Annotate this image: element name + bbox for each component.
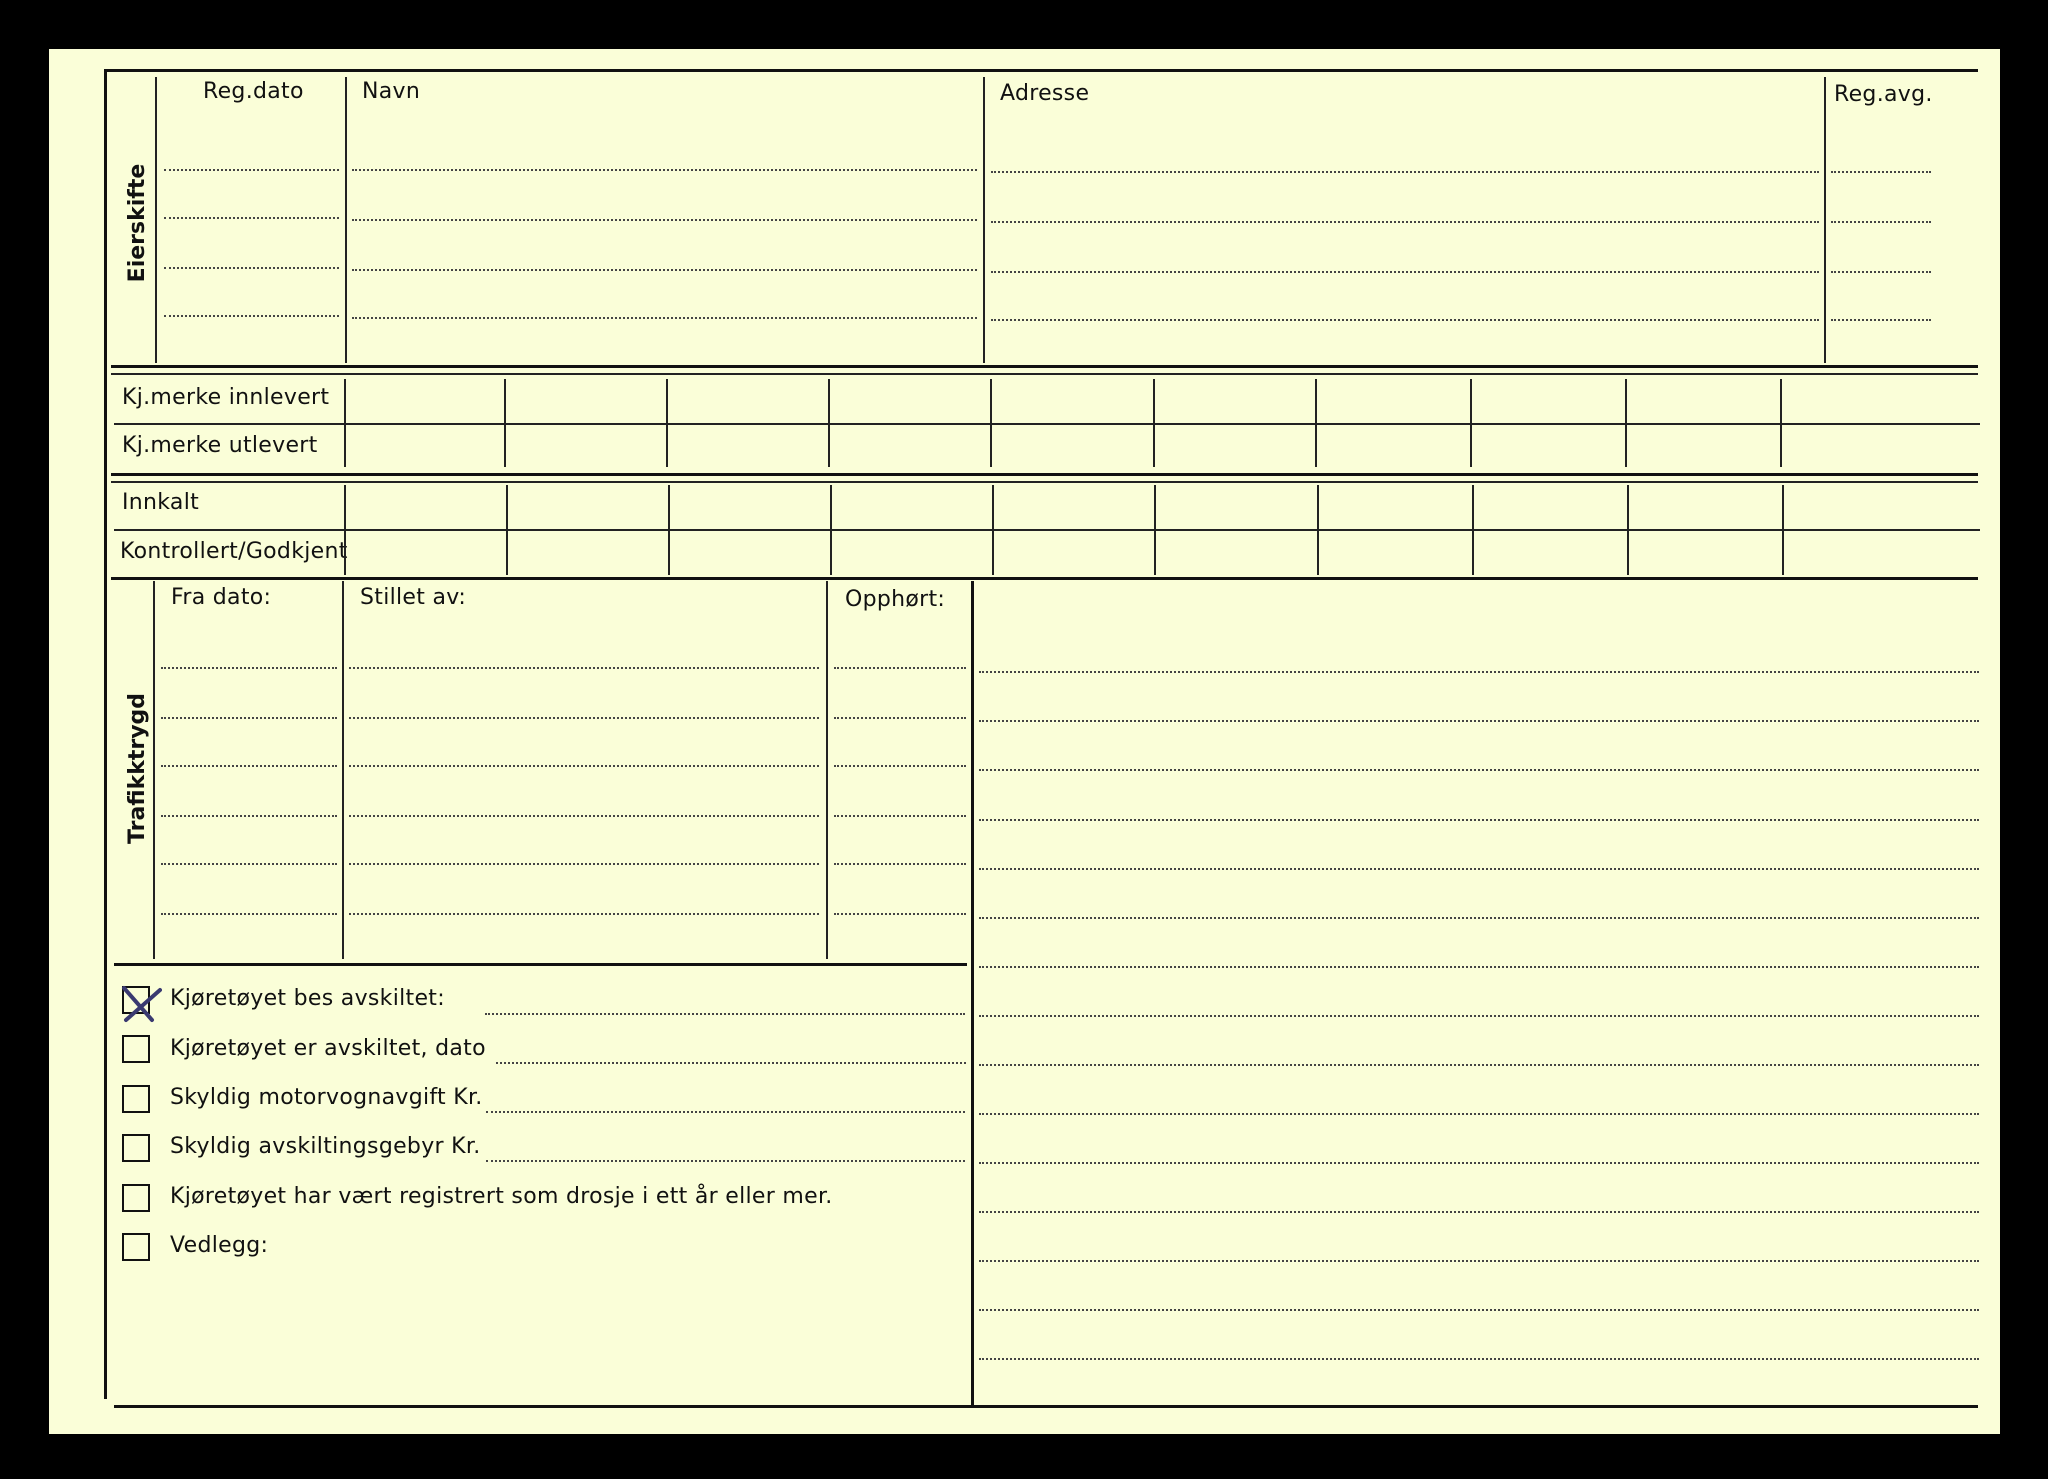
entry-line[interactable] <box>834 717 966 719</box>
entry-line[interactable] <box>486 1111 965 1113</box>
row-divider <box>114 529 1980 531</box>
registration-card <box>49 49 2000 1434</box>
entry-line[interactable] <box>349 717 819 719</box>
divider <box>344 485 346 575</box>
entry-line[interactable] <box>1831 221 1931 223</box>
entry-line[interactable] <box>352 219 977 221</box>
entry-line[interactable] <box>486 1160 965 1162</box>
divider <box>1153 379 1155 467</box>
checklist-label: Skyldig avskiltingsgebyr Kr. <box>170 1134 481 1159</box>
notes-line[interactable] <box>979 720 1979 722</box>
entry-line[interactable] <box>161 863 337 865</box>
entry-line[interactable] <box>834 815 966 817</box>
col-header-regdato: Reg.dato <box>203 79 304 104</box>
entry-line[interactable] <box>1831 271 1931 273</box>
entry-line[interactable] <box>161 913 337 915</box>
entry-line[interactable] <box>991 271 1819 273</box>
entry-line[interactable] <box>834 765 966 767</box>
entry-line[interactable] <box>164 267 339 269</box>
notes-line[interactable] <box>979 966 1979 968</box>
notes-line[interactable] <box>979 769 1979 771</box>
section-divider <box>114 963 967 966</box>
entry-line[interactable] <box>161 815 337 817</box>
divider <box>1625 379 1627 467</box>
divider <box>506 485 508 575</box>
divider <box>666 379 668 467</box>
checkbox-drosje[interactable] <box>122 1184 150 1212</box>
notes-line[interactable] <box>979 671 1979 673</box>
entry-line[interactable] <box>834 667 966 669</box>
entry-line[interactable] <box>485 1013 965 1015</box>
left-border <box>104 69 107 1399</box>
checkbox-vedlegg[interactable] <box>122 1233 150 1261</box>
entry-line[interactable] <box>349 815 819 817</box>
notes-line[interactable] <box>979 1260 1979 1262</box>
section-divider <box>111 373 1978 375</box>
top-border <box>106 69 1978 72</box>
checklist-label: Skyldig motorvognavgift Kr. <box>170 1085 483 1110</box>
divider <box>826 581 828 959</box>
col-header-stillet-av: Stillet av: <box>360 585 467 610</box>
col-header-navn: Navn <box>362 79 421 104</box>
divider <box>344 379 346 467</box>
checkbox-avskiltingsgebyr[interactable] <box>122 1134 150 1162</box>
section-divider <box>111 473 1978 476</box>
entry-line[interactable] <box>352 269 977 271</box>
notes-line[interactable] <box>979 1358 1979 1360</box>
checklist-label: Vedlegg: <box>170 1233 269 1258</box>
notes-line[interactable] <box>979 917 1979 919</box>
entry-line[interactable] <box>349 667 819 669</box>
divider <box>1782 485 1784 575</box>
entry-line[interactable] <box>1831 171 1931 173</box>
eierskifte-side-label: Eierskifte <box>125 163 150 283</box>
entry-line[interactable] <box>834 863 966 865</box>
notes-line[interactable] <box>979 1015 1979 1017</box>
entry-line[interactable] <box>991 171 1819 173</box>
divider <box>345 77 347 363</box>
col-header-regavg: Reg.avg. <box>1834 82 1933 107</box>
section-divider <box>111 481 1978 483</box>
entry-line[interactable] <box>164 315 339 317</box>
checkbox-motorvognavgift[interactable] <box>122 1085 150 1113</box>
row-label-innkalt: Innkalt <box>122 490 200 515</box>
divider <box>1317 485 1319 575</box>
entry-line[interactable] <box>496 1062 966 1064</box>
row-divider <box>114 423 1980 425</box>
divider <box>828 379 830 467</box>
entry-line[interactable] <box>349 765 819 767</box>
checkbox-er-avskiltet[interactable] <box>122 1035 150 1063</box>
entry-line[interactable] <box>349 913 819 915</box>
entry-line[interactable] <box>349 863 819 865</box>
row-label-innlevert: Kj.merke innlevert <box>122 385 330 410</box>
divider <box>830 485 832 575</box>
divider <box>1472 485 1474 575</box>
entry-line[interactable] <box>164 169 339 171</box>
notes-line[interactable] <box>979 868 1979 870</box>
divider <box>992 485 994 575</box>
trafikktrygd-side-label: Trafikktrygd <box>125 692 150 844</box>
section-divider <box>111 577 1978 580</box>
divider <box>1470 379 1472 467</box>
checklist-label: Kjøretøyet er avskiltet, dato <box>170 1036 486 1061</box>
divider <box>990 379 992 467</box>
entry-line[interactable] <box>161 667 337 669</box>
bottom-border <box>114 1405 1978 1408</box>
entry-line[interactable] <box>991 319 1819 321</box>
row-label-utlevert: Kj.merke utlevert <box>122 433 318 458</box>
entry-line[interactable] <box>164 217 339 219</box>
col-header-adresse: Adresse <box>1000 81 1090 106</box>
entry-line[interactable] <box>161 717 337 719</box>
col-header-fra-dato: Fra dato: <box>171 585 272 610</box>
entry-line[interactable] <box>352 169 977 171</box>
divider <box>1315 379 1317 467</box>
notes-line[interactable] <box>979 1211 1979 1213</box>
entry-line[interactable] <box>991 221 1819 223</box>
divider <box>504 379 506 467</box>
row-label-godkjent: Kontrollert/Godkjent <box>120 539 348 564</box>
checkmark-x-icon <box>118 980 162 1024</box>
divider <box>155 77 157 363</box>
divider <box>1780 379 1782 467</box>
notes-line[interactable] <box>979 1064 1979 1066</box>
col-header-opphort: Opphørt: <box>845 587 946 612</box>
divider <box>1627 485 1629 575</box>
entry-line[interactable] <box>161 765 337 767</box>
entry-line[interactable] <box>352 317 977 319</box>
divider <box>983 77 985 363</box>
notes-line[interactable] <box>979 819 1979 821</box>
divider <box>1154 485 1156 575</box>
notes-line[interactable] <box>979 1309 1979 1311</box>
checkbox-bes-avskiltet[interactable] <box>122 986 150 1014</box>
checklist-label: Kjøretøyet bes avskiltet: <box>170 986 445 1011</box>
divider <box>342 581 344 959</box>
divider <box>1824 77 1826 363</box>
divider <box>668 485 670 575</box>
notes-line[interactable] <box>979 1162 1979 1164</box>
right-panel-border <box>971 581 974 1405</box>
entry-line[interactable] <box>834 913 966 915</box>
divider <box>153 581 155 959</box>
notes-line[interactable] <box>979 1113 1979 1115</box>
section-divider <box>111 365 1978 368</box>
checklist-label: Kjøretøyet har vært registrert som drosje i ett år eller mer. <box>170 1184 833 1209</box>
entry-line[interactable] <box>1831 319 1931 321</box>
